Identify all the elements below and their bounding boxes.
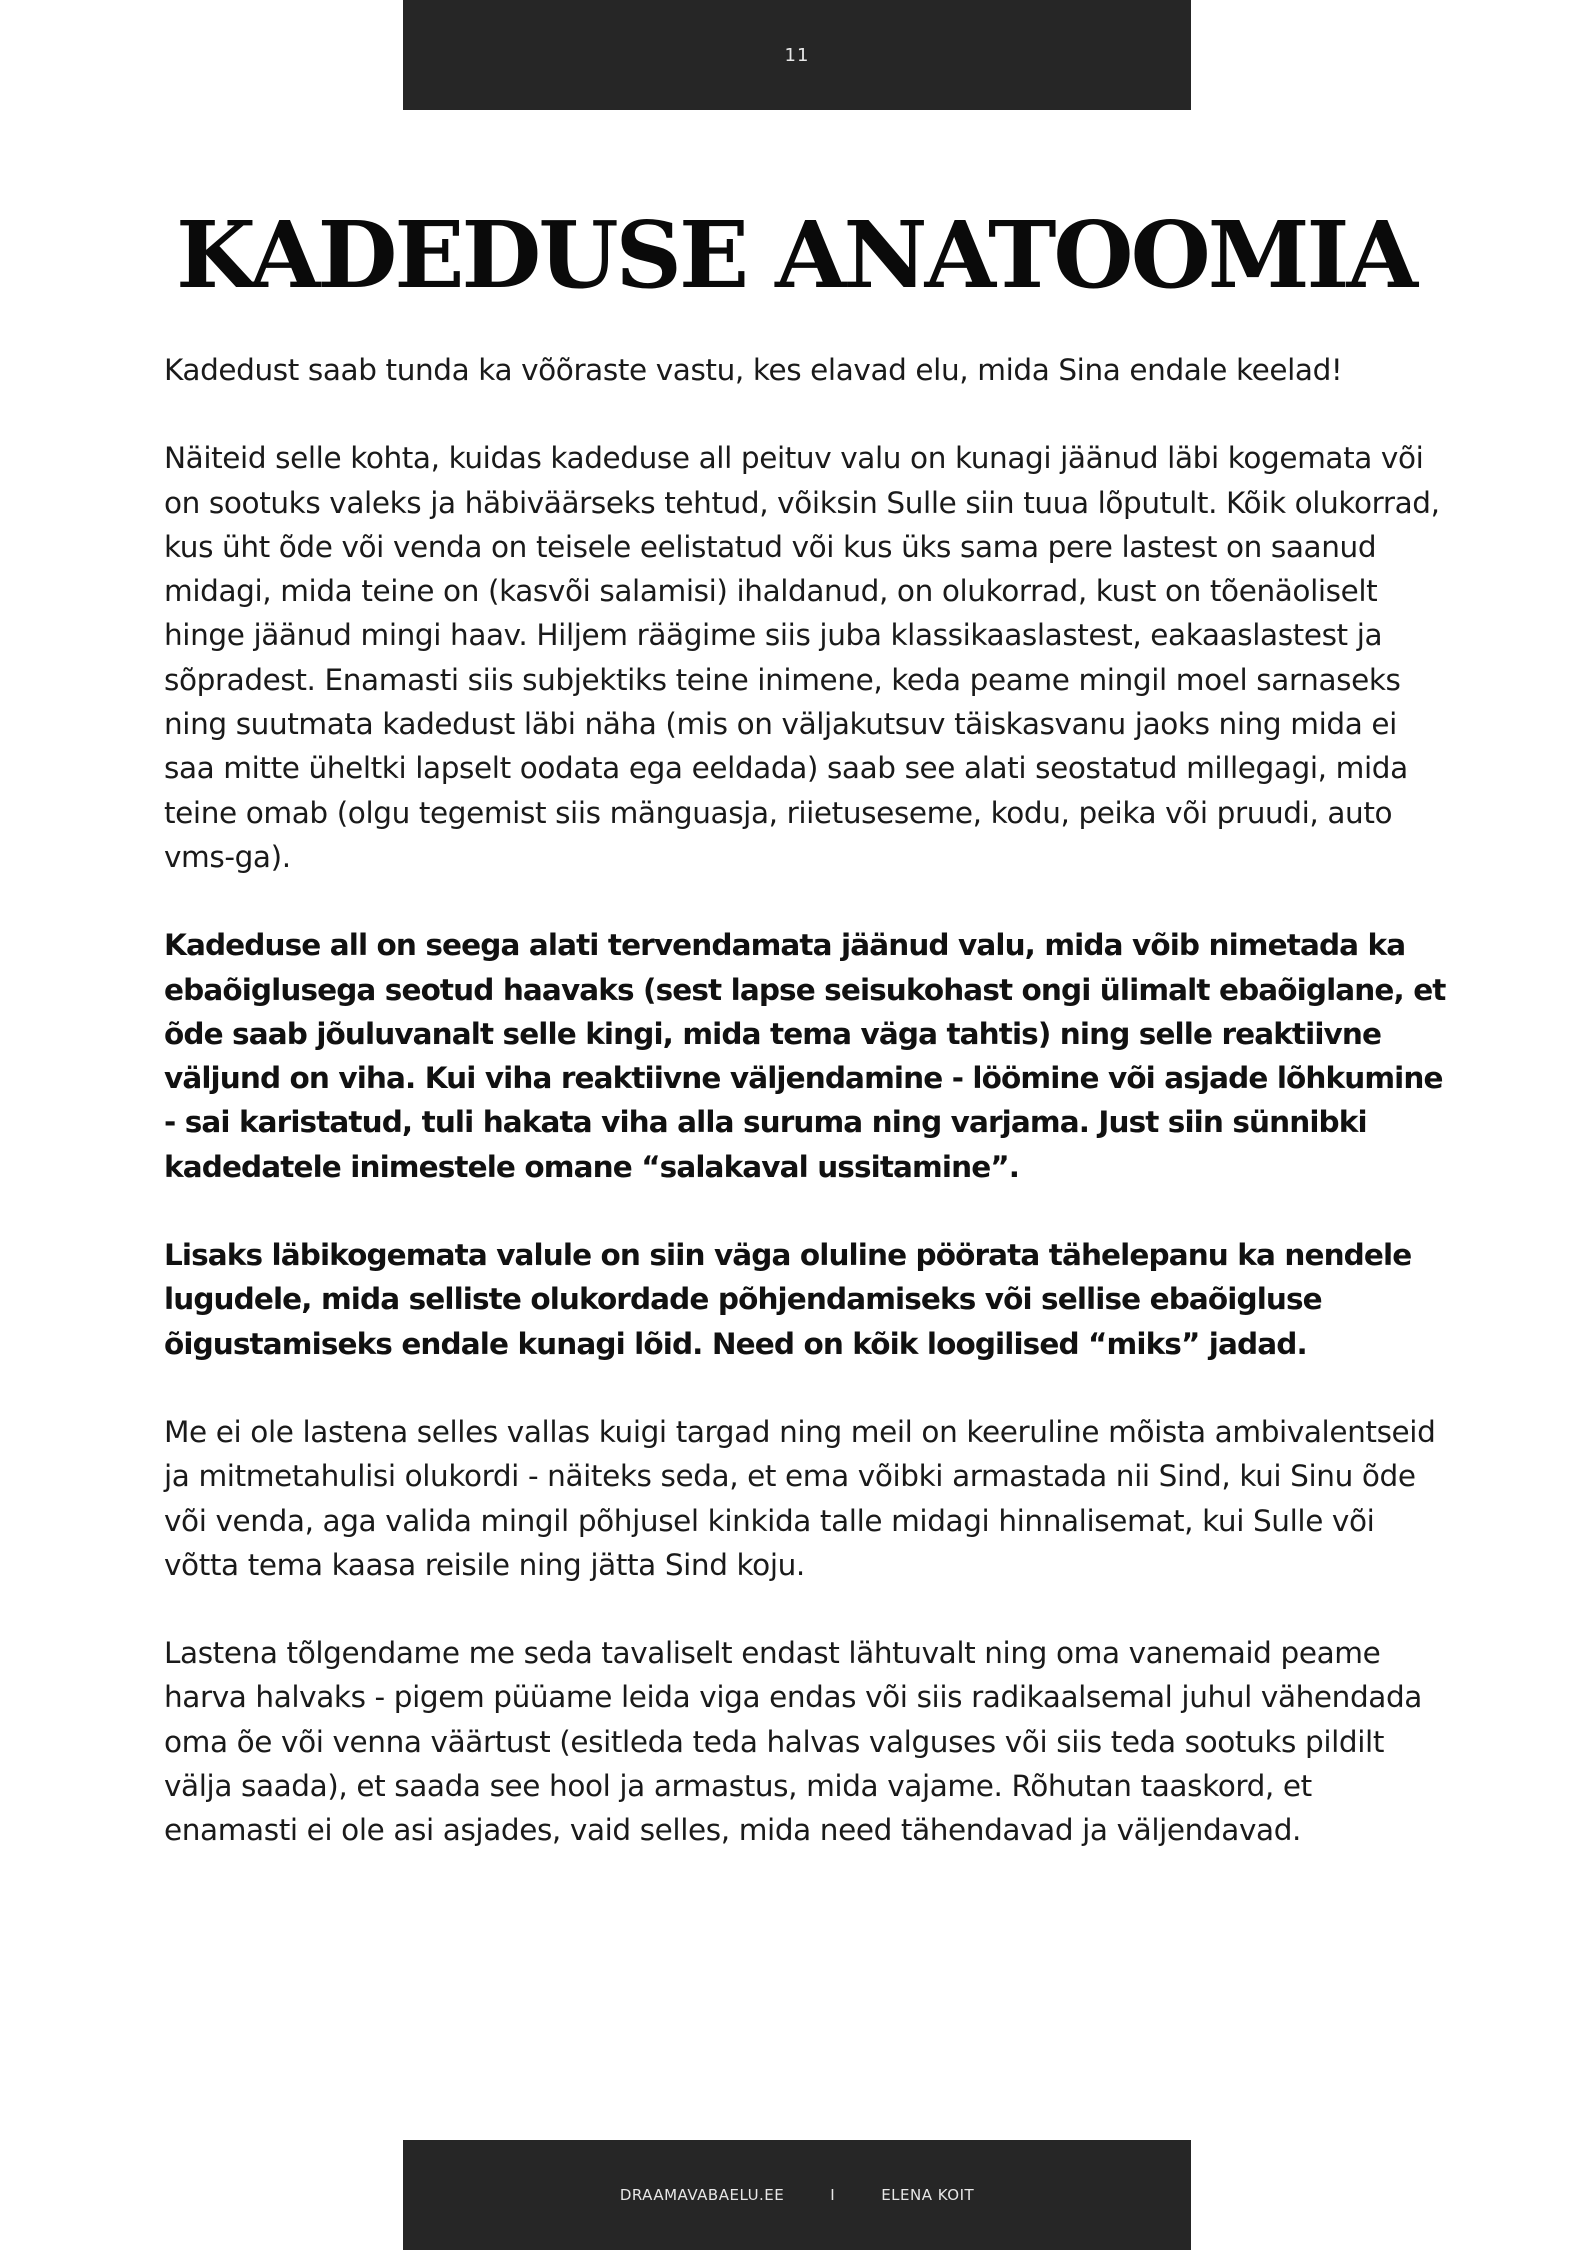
body-text [164, 348, 1454, 1853]
paragraph-examples: Näiteid selle kohta, kuidas kadeduse all peituv valu on kunagi jäänud läbi kogemata või on sootuks valeks ja häbiväärseks tehtud, võiksin Sulle siin tuua lõputult. Kõik olukorrad, kus üht õde või venda on teisele eelistatud või kus üks sama pere lastest on saanud midagi, mida teine on (kasvõi salamisi) ihaldanud, on olukorrad, kust on tõenäoliselt hinge jäänud mingi haav. Hiljem räägime siis juba klassikaaslastest, eakaaslastest ja sõpradest. Enamasti siis subjektiks teine inimene, keda peame mingil moel sarnaseks ning suutmata kadedust läbi näha (mis on väljakutsuv täiskasvanu jaoks ning mida ei saa mitte üheltki lapselt oodata ega eeldada) saab see alati seostatud millegagi, mida teine omab (olgu tegemist siis mänguasja, riietuseseme, kodu, peika või pruudi, auto vms-ga). [164, 441, 1440, 874]
footer-bar [403, 2140, 1191, 2250]
paragraph-children: Me ei ole lastena selles vallas kuigi targad ning meil on keeruline mõista ambivalentseid ja mitmetahulisi olukordi - näiteks seda, et ema võibki armastada nii Sind, kui Sinu õde või venda, aga valida mingil põhjusel kinkida talle midagi hinnalisemat, kui Sulle või võtta tema kaasa reisile ning jätta Sind koju. [164, 1414, 1436, 1582]
paragraph-intro: Kadedust saab tunda ka võõraste vastu, kes elavad elu, mida Sina endale keelad! [164, 353, 1343, 387]
page-title: KADEDUSE ANATOOMIA [176, 201, 1415, 309]
footer-separator: I [830, 2186, 836, 2204]
footer-author: ELENA KOIT [881, 2186, 975, 2204]
paragraph-emphasis-stories: Lisaks läbikogemata valule on siin väga oluline pöörata tähelepanu ka nendele lugudele, mida selliste olukordade põhjendamiseks või sellise ebaõigluse õigustamiseks endale kunagi lõid. Need on kõik loogilised “miks” jadad. [164, 1238, 1412, 1361]
footer-site: DRAAMAVABAELU.EE [619, 2186, 785, 2204]
paragraph-emphasis-pain: Kadeduse all on seega alati tervendamata jäänud valu, mida võib nimetada ka ebaõiglusega seotud haavaks (sest lapse seisukohast ongi ülimalt ebaõiglane, et õde saab jõuluvanalt selle kingi, mida tema väga tahtis) ning selle reaktiivne väljund on viha. Kui viha reaktiivne väljendamine - löömine või asjade lõhkumine - sai karistatud, tuli hakata viha alla suruma ning varjama. Just siin sünnibki kadedatele inimestele omane “salakaval ussitamine”. [164, 928, 1446, 1184]
page-number: 11 [784, 44, 810, 66]
header-bar [403, 0, 1191, 110]
paragraph-interpretation: Lastena tõlgendame me seda tavaliselt endast lähtuvalt ning oma vanemaid peame harva halvaks - pigem püüame leida viga endas või siis radikaalsemal juhul vähendada oma õe või venna väärtust (esitleda teda halvas valguses või siis teda sootuks pildilt välja saada), et saada see hool ja armastus, mida vajame. Rõhutan taaskord, et enamasti ei ole asi asjades, vaid selles, mida need tähendavad ja väljendavad. [164, 1636, 1422, 1848]
